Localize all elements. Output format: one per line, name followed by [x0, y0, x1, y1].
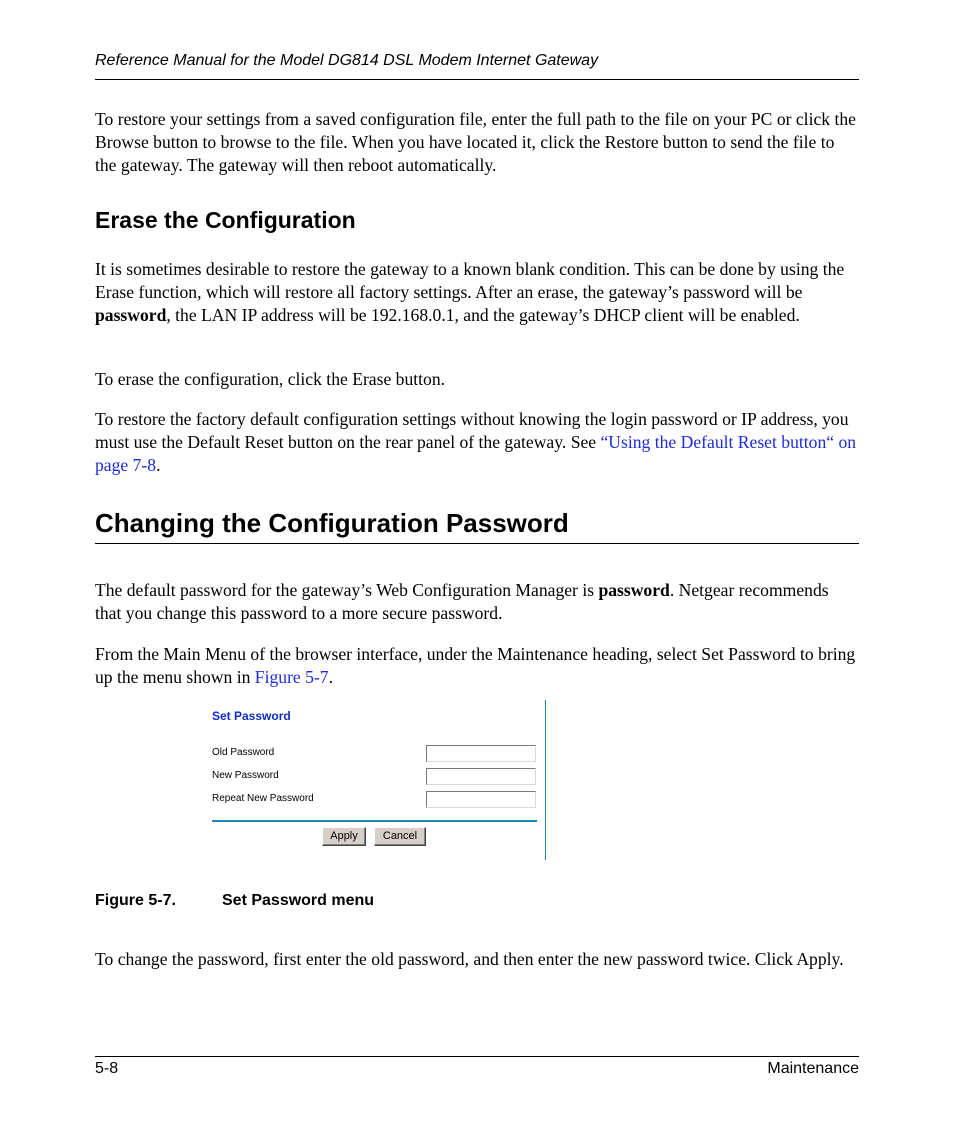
- password-paragraph-1: The default password for the gateway’s Web Configuration Manager is password. Netgear recommends that you change this password to a more secure password.: [95, 580, 829, 623]
- apply-button[interactable]: Apply: [322, 827, 366, 846]
- erase-paragraph-1: It is sometimes desirable to restore the gateway to a known blank condition. This can be done by using the Erase function, which will restore all factory settings. After an erase, the gateway’s password will be password, the LAN IP address will be 192.168.0.1, and the gateway’s DHCP client will be enabled.: [95, 259, 845, 325]
- figure-5-7-link[interactable]: Figure 5-7: [254, 667, 329, 687]
- figure-caption-number: Figure 5-7.: [95, 892, 176, 909]
- section-name: Maintenance: [767, 1060, 859, 1077]
- repeat-password-label: Repeat New Password: [212, 793, 314, 804]
- erase-paragraph-3: To restore the factory default configuration settings without knowing the login password or IP address, you must use the Default Reset button on the rear panel of the gateway. See “Using the Default Reset button“ on page 7-8.: [95, 409, 857, 475]
- password-heading: Changing the Configuration Password: [95, 508, 569, 538]
- header-rule: [95, 79, 859, 80]
- repeat-password-field[interactable]: [426, 791, 536, 808]
- old-password-label: Old Password: [212, 747, 275, 758]
- old-password-field[interactable]: [426, 745, 536, 762]
- cancel-button[interactable]: Cancel: [374, 827, 426, 846]
- erase-paragraph-2: To erase the configuration, click the Erase button.: [95, 369, 446, 389]
- password-paragraph-2: From the Main Menu of the browser interface, under the Maintenance heading, select Set Password to bring up the menu shown in Figure 5-7.: [95, 644, 856, 687]
- erase-heading: Erase the Configuration: [95, 207, 356, 233]
- running-header: Reference Manual for the Model DG814 DSL Modem Internet Gateway: [95, 52, 599, 69]
- default-reset-link[interactable]: “Using the Default Reset button“ on page 7-8: [95, 432, 857, 475]
- figure-caption-text: Set Password menu: [222, 892, 375, 909]
- closing-paragraph: To change the password, first enter the old password, and then enter the new password twice. Click Apply.: [95, 949, 844, 969]
- figure-frame-line: [545, 700, 546, 860]
- footer-rule: [95, 1056, 859, 1057]
- set-password-title: Set Password: [212, 709, 291, 723]
- new-password-label: New Password: [212, 770, 279, 781]
- page-number: 5-8: [95, 1060, 119, 1077]
- figure-separator: [212, 820, 537, 822]
- new-password-field[interactable]: [426, 768, 536, 785]
- intro-paragraph: To restore your settings from a saved configuration file, enter the full path to the file on your PC or click the Browse button to browse to the file. When you have located it, click the Restore button to send the file to the gateway. The gateway will then reboot automatically.: [95, 109, 856, 175]
- heading-rule: [95, 543, 859, 544]
